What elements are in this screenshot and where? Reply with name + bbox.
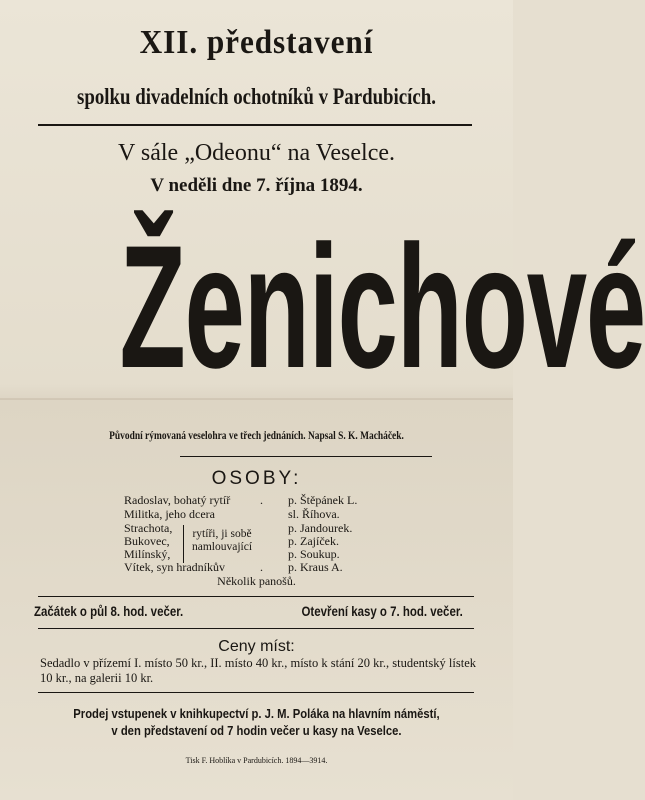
ticket-sales-line: Prodej vstupenek v knihkupectví p. J. M. Poláka na hlavním náměstí, — [73, 707, 440, 721]
brace-note-line: namlouvající — [192, 541, 253, 553]
date: V neděli dne 7. října 1894. — [150, 175, 363, 196]
info-rule-bottom — [38, 628, 474, 629]
start-time: Začátek o půl 8. hod. večer. — [34, 604, 184, 619]
cast-actor: p. Jandourek. — [288, 521, 353, 535]
cast-actor: p. Kraus A. — [288, 560, 343, 574]
play-title: Ženichové — [119, 210, 645, 405]
subtitle-rule — [180, 456, 432, 457]
box-office-time: Otevření kasy o 7. hod. večer. — [301, 604, 463, 619]
printer-imprint: Tisk F. Hoblíka v Pardubicích. 1894—3914. — [185, 756, 328, 765]
cast-role: Radoslav, bohatý rytíř — [124, 493, 231, 507]
cast-row: Vítek, syn hradníkův . p. Kraus A. — [124, 560, 343, 574]
prices-text: Sedadlo v přízemí I. místo 50 kr., II. místo 40 kr., místo k stání 20 kr., studentský lístek 10 kr., na galerii 10 kr. — [40, 656, 476, 685]
cast-actor: p. Štěpánek L. — [288, 493, 358, 507]
prices-heading: Ceny míst: — [218, 638, 295, 655]
cast-actor: p. Soukup. — [288, 547, 340, 561]
ticket-sales-line: v den představení od 7 hodin večer u kasy na Veselce. — [111, 724, 402, 738]
prices-rule — [38, 692, 474, 693]
cast-role: Militka, jeho dcera — [124, 507, 215, 521]
cast-role: Bukovec, — [124, 534, 170, 548]
cast-row: Radoslav, bohatý rytíř . p. Štěpánek L. — [124, 493, 358, 507]
society-title: spolku divadelních ochotníků v Pardubicích. — [77, 84, 436, 109]
cast-heading: OSOBY: — [211, 468, 302, 489]
cast-role: Milínský, — [124, 547, 171, 561]
brace-note-line: rytíři, ji sobě — [192, 528, 252, 540]
cast-role: Strachota, — [124, 521, 173, 535]
cast-role: Vítek, syn hradníkův — [124, 560, 225, 574]
ticket-sales — [26, 706, 488, 740]
venue: V sále „Odeonu“ na Veselce. — [117, 140, 395, 166]
brace-note — [192, 528, 252, 554]
cast-actor: p. Zajíček. — [288, 534, 339, 548]
extras: Několik panošů. — [217, 574, 296, 588]
cast-row — [124, 507, 340, 521]
performance-title: XII. představení — [139, 24, 374, 61]
play-subtitle: Původní rýmovaná veselohra ve třech jednáních. Napsal S. K. Macháček. — [109, 430, 404, 442]
info-rule-top — [38, 596, 474, 597]
cast-actor: sl. Říhova. — [288, 507, 340, 521]
header-rule — [38, 124, 472, 126]
cast-brace — [183, 525, 188, 563]
